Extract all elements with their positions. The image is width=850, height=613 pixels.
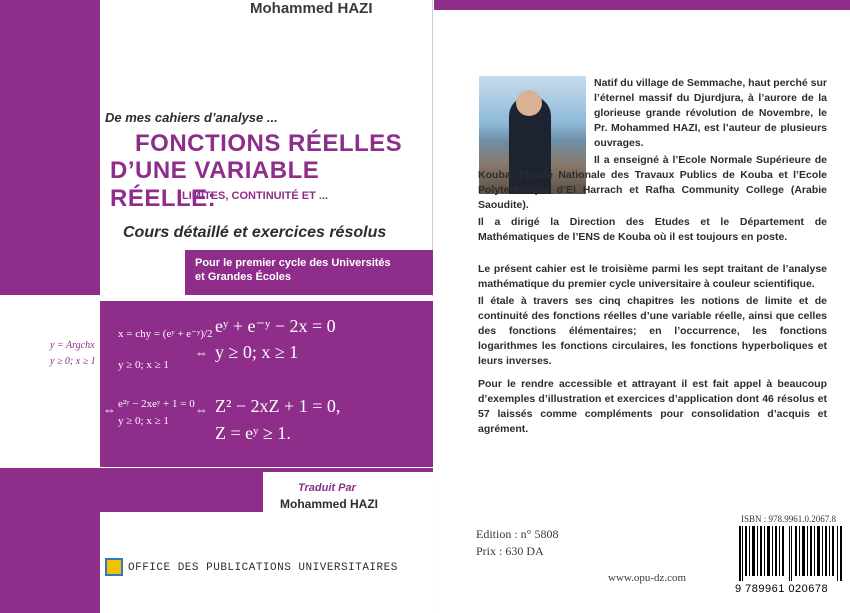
formula-2a-line1: e²ʸ − 2xeʸ + 1 = 0 [118, 398, 195, 410]
translator-name: Mohammed HAZI [280, 497, 379, 511]
book-title-line1: FONCTIONS RÉELLES [135, 130, 403, 157]
formula-2b-line1: Z² − 2xZ + 1 = 0, [215, 396, 341, 416]
equivalence-arrow-2: ⇔ [195, 345, 208, 360]
formula-2b-line2: Z = eʸ ≥ 1. [215, 423, 291, 443]
formula-left-line2: y ≥ 0; x ≥ 1 [50, 356, 96, 367]
formula-1a-line1: x = chy = (eʸ + e⁻ʸ)/2 [118, 328, 213, 340]
back-top-band [434, 0, 850, 10]
barcode-icon [739, 526, 844, 581]
formula-2b [215, 393, 340, 447]
opu-logo-icon [105, 558, 123, 576]
audience-box [185, 250, 433, 295]
formula-1a-line2: y ≥ 0; x ≥ 1 [118, 359, 169, 371]
translated-by-label: Traduit Par [298, 482, 356, 494]
bottom-left-purple-band [0, 468, 100, 613]
author-name-top: Mohammed HAZI [250, 0, 373, 17]
series-title: De mes cahiers d’analyse ... [105, 110, 278, 125]
audience-line-2: et Grandes Écoles [195, 271, 291, 283]
back-cover [434, 0, 850, 613]
publisher-name: OFFICE DES PUBLICATIONS UNIVERSITAIRES [128, 562, 398, 574]
formula-left-line1: y = Argchx [50, 340, 95, 351]
course-description: Cours détaillé et exercices résolus [123, 224, 387, 241]
edition-number: Edition : n° 5808 [476, 527, 559, 541]
left-purple-band [0, 0, 100, 295]
barcode-digits: 9 789961 020678 [735, 583, 829, 595]
audience-line-1: Pour le premier cycle des Universités [195, 257, 391, 269]
formula-1b [215, 313, 336, 365]
description-paragraph-3: Pour le rendre accessible et attrayant il est fait appel à beaucoup d’exemples d’illustration et exercices d’application dont 46 résolus et 57 laissés comme compléments pour consolidation d’acquis et agrément. [478, 378, 827, 435]
description-paragraph-2: Il étale à travers ses cinq chapitres les notions de limite et de continuité des fonctions réelles d’une variable réelle, ainsi que celles des fonctions élémentaires; en l’occurrence, les fonctions logarithmes les fonctions circulaires, les fonctions hyperboliques et leurs inverses. [478, 295, 827, 367]
formula-left [50, 338, 96, 370]
formula-2a-line2: y ≥ 0; x ≥ 1 [118, 415, 169, 427]
photo-head [516, 90, 542, 116]
bio-paragraph-1: Natif du village de Semmache, haut perché sur l’éternel massif du Djurdjura, à l’aurore de la glorieuse grande révolution de Novembre, le Pr. Mohammed HAZI, est l’auteur de plusieurs ouvrages. [594, 77, 827, 149]
equivalence-arrow-4: ⇔ [195, 402, 208, 417]
book-title-line2: D’UNE VARIABLE RÉELLE: [110, 157, 320, 212]
audience-text [195, 256, 423, 284]
formula-1b-line2: y ≥ 0; x ≥ 1 [215, 342, 299, 362]
formula-2a [118, 396, 195, 430]
website-link[interactable]: www.opu-dz.com [608, 572, 687, 584]
formula-1b-line1: eʸ + e⁻ʸ − 2x = 0 [215, 316, 336, 336]
description-paragraph-1: Le présent cahier est le troisième parmi les sept traitant de l’analyse mathématique du premier cycle universitaire à couleur scientifique. [478, 263, 827, 290]
price: Prix : 630 DA [476, 544, 544, 558]
isbn: ISBN : 978.9961.0.2067.8 [741, 514, 837, 524]
equivalence-arrow-1: ⇔ [103, 347, 116, 362]
book-subtitle: LIMITES, CONTINUITÉ ET ... [182, 190, 329, 202]
bio-paragraph-2: Il a enseigné à l’Ecole Normale Supérieure de Kouba, l’Ecole Nationale des Travaux Publics de Kouba et l’Ecole Polytechnique d’El Harrach et Rafha Community College (Arabie Saoudite). [478, 154, 827, 211]
bio-paragraph-3: Il a dirigé la Direction des Etudes et le Département de Mathématiques de l’ENS de Kouba où il est toujours en poste. [478, 216, 827, 243]
equivalence-arrow-3: ⇔ [103, 402, 116, 417]
